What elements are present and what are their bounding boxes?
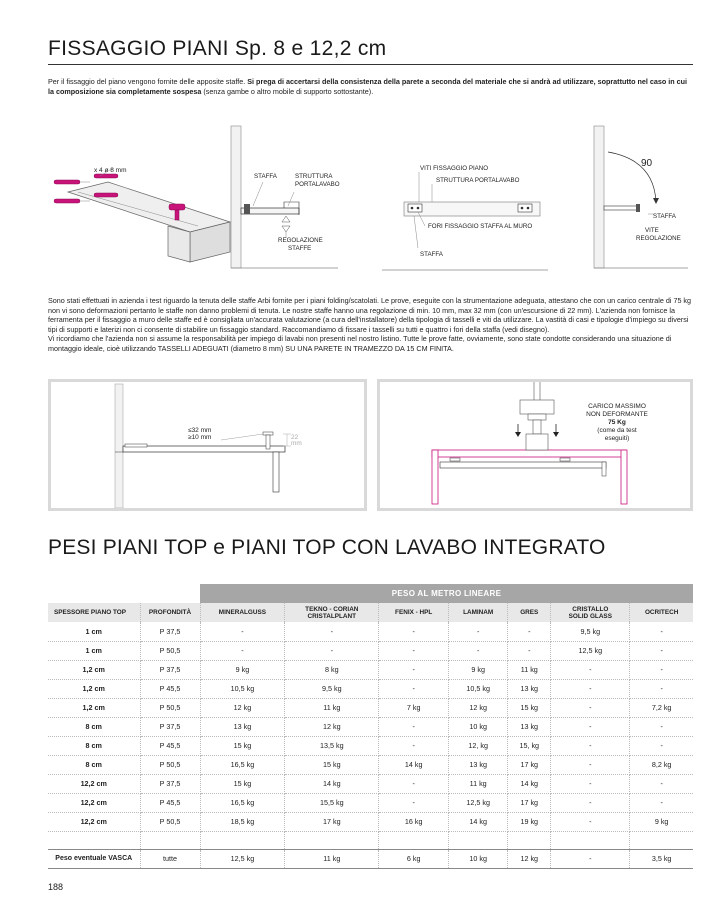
cell-weight: 13 kg (449, 755, 508, 774)
bracket-3d-illustration (54, 167, 230, 262)
table-row (48, 679, 693, 698)
cell-weight: 12,5 kg (449, 793, 508, 812)
section-title-pesi: PESI PIANI TOP e PIANI TOP CON LAVABO INTEGRATO (48, 536, 606, 559)
cell-weight: 8 kg (285, 660, 379, 679)
cell-weight: 14 kg (285, 774, 379, 793)
label-regolazione-staffe: REGOLAZIONE STAFFE (278, 237, 323, 252)
cell-weight: 11 kg (508, 660, 551, 679)
cell-weight: 15 kg (200, 736, 285, 755)
table-row (48, 717, 693, 736)
cell-weight: - (630, 622, 693, 641)
cell-weight: - (551, 812, 630, 831)
range-value-label: 22 (291, 434, 299, 441)
cell-weight: 7 kg (379, 698, 449, 717)
intro-text-2: (senza gambe o altro mobile di supporto sottostante). (201, 87, 374, 96)
label-angle: 90 (641, 158, 653, 169)
header-peso-metro-lineare: PESO AL METRO LINEARE (200, 584, 693, 603)
cell-weight: 9 kg (630, 812, 693, 831)
cell-weight: - (630, 679, 693, 698)
cell-weight: - (379, 774, 449, 793)
cell-weight: 11 kg (285, 849, 379, 868)
column-header-row (48, 603, 693, 622)
cell-empty (379, 831, 449, 849)
cell-profondita: P 45,5 (140, 736, 200, 755)
table-row (48, 774, 693, 793)
cell-weight: 6 kg (379, 849, 449, 868)
cell-weight: 14 kg (379, 755, 449, 774)
range-unit-label: mm (291, 440, 302, 447)
cell-empty (551, 831, 630, 849)
max-adjustment-label: ≤32 mm (188, 427, 212, 434)
label-struttura-portalavabo-2: STRUTTURA PORTALAVABO (436, 177, 520, 184)
cell-weight: - (508, 641, 551, 660)
header-profondita: PROFONDITÀ (140, 603, 200, 622)
load-line-5: eseguiti) (604, 435, 630, 442)
cell-weight: 15 kg (508, 698, 551, 717)
page-number: 188 (48, 882, 64, 892)
cell-spessore: 1 cm (48, 622, 140, 641)
cell-weight: 17 kg (508, 755, 551, 774)
header-material (630, 603, 693, 622)
cell-weight: - (551, 736, 630, 755)
table-row (48, 641, 693, 660)
cell-weight: 14 kg (508, 774, 551, 793)
cell-empty (48, 831, 140, 849)
cell-weight: 9 kg (200, 660, 285, 679)
cell-spessore: 12,2 cm (48, 793, 140, 812)
front-view-illustration (382, 165, 548, 270)
cell-weight: 15, kg (508, 736, 551, 755)
cell-weight: 7,2 kg (630, 698, 693, 717)
cell-weight: - (551, 849, 630, 868)
cell-weight: - (551, 698, 630, 717)
cell-weight: - (551, 660, 630, 679)
table-row (48, 622, 693, 641)
cell-weight: 16 kg (379, 812, 449, 831)
cell-weight: 11 kg (285, 698, 379, 717)
cell-spessore: 8 cm (48, 755, 140, 774)
cell-profondita: P 45,5 (140, 793, 200, 812)
cell-weight: 12,5 kg (551, 641, 630, 660)
cell-weight: - (630, 793, 693, 812)
cell-weight: - (449, 641, 508, 660)
header-material (508, 603, 551, 622)
cell-empty (630, 831, 693, 849)
cell-weight: 9 kg (449, 660, 508, 679)
cell-weight: - (285, 641, 379, 660)
table-row (48, 849, 693, 868)
test-description (48, 296, 693, 354)
cell-spessore: 1,2 cm (48, 660, 140, 679)
cell-spessore: 8 cm (48, 717, 140, 736)
header-material (449, 603, 508, 622)
header-material-line: SOLID GLASS (568, 612, 612, 620)
cell-weight: 15 kg (200, 774, 285, 793)
cell-weight: - (285, 622, 379, 641)
screws-label: x 4 ø 8 mm (94, 167, 127, 174)
weights-table (48, 584, 693, 869)
cell-weight: - (630, 660, 693, 679)
table-row (48, 793, 693, 812)
cell-profondita: P 37,5 (140, 774, 200, 793)
header-material-line: TEKNO - CORIAN (305, 605, 359, 613)
intro-paragraph (48, 77, 693, 97)
cell-weight: 3,5 kg (630, 849, 693, 868)
cell-spessore: 1 cm (48, 641, 140, 660)
cell-weight: 19 kg (508, 812, 551, 831)
cell-weight: - (379, 641, 449, 660)
cell-weight: 10,5 kg (449, 679, 508, 698)
cell-weight: - (379, 793, 449, 812)
load-line-3: 75 Kg (608, 419, 626, 426)
cell-weight: 9,5 kg (285, 679, 379, 698)
cell-profondita: P 50,5 (140, 812, 200, 831)
table-row (48, 755, 693, 774)
cell-profondita: P 50,5 (140, 755, 200, 774)
cell-weight: - (379, 736, 449, 755)
cell-weight: 12,5 kg (200, 849, 285, 868)
label-fori-fissaggio: FORI FISSAGGIO STAFFA AL MURO (428, 223, 533, 230)
cell-weight: 10,5 kg (200, 679, 285, 698)
cell-profondita: P 50,5 (140, 698, 200, 717)
cell-weight: - (449, 622, 508, 641)
adjustment-range-box (48, 379, 367, 511)
cell-spessore: Peso eventuale VASCA (48, 849, 140, 868)
cell-weight: 12 kg (508, 849, 551, 868)
angle-illustration (594, 126, 688, 268)
label-vite-regolazione: VITE REGOLAZIONE (636, 227, 681, 242)
header-material-line: OCRITECH (644, 609, 679, 616)
label-staffa-3: STAFFA (653, 213, 676, 220)
cell-spessore: 12,2 cm (48, 774, 140, 793)
cell-weight: 11 kg (449, 774, 508, 793)
cell-weight: 10 kg (449, 849, 508, 868)
cell-weight: - (551, 679, 630, 698)
cell-weight: 12 kg (200, 698, 285, 717)
cell-spessore: 12,2 cm (48, 812, 140, 831)
header-material-line: CRISTALLO (572, 605, 609, 613)
load-line-4: (come da test (597, 427, 637, 434)
section-adjustment-illustration (231, 126, 340, 268)
cell-empty (285, 831, 379, 849)
installation-diagrams (48, 120, 693, 280)
cell-weight: 8,2 kg (630, 755, 693, 774)
table-spacer-row (48, 831, 693, 849)
title-divider (48, 64, 693, 65)
header-material-line: MINERALGUSS (218, 609, 267, 616)
cell-weight: - (630, 736, 693, 755)
cell-weight: 17 kg (285, 812, 379, 831)
cell-weight: - (630, 641, 693, 660)
weights-table-body (48, 622, 693, 868)
label-staffa-1: STAFFA (254, 173, 277, 180)
test-paragraph-2: Vi ricordiamo che l'azienda non si assume la responsabilità per impiego di lavabi non presenti nel nostro listino. Tutte le prove fatte, ovviamente, sono state condotte considerando una situazione di montaggio ideale, cioè utilizzando TASSELLI ADEGUATI (diametro 8 mm) SU UNA PARETE IN TRAMEZZO DA 15 CM FINITA. (48, 334, 672, 353)
intro-text-1: Per il fissaggio del piano vengono fornite delle apposite staffe. (48, 77, 248, 86)
header-material-line: CRISTALPLANT (307, 612, 357, 620)
cell-weight: - (551, 717, 630, 736)
cell-weight: 15 kg (285, 755, 379, 774)
intro-text-bold: Si prega di accertarsi della consistenza della parete a seconda del materiale che si andrà ad utilizzare, soprattutto nel caso in cui la composizione sia completamente sospesa (48, 77, 688, 96)
header-material (200, 603, 285, 622)
header-material-line: LAMINAM (463, 609, 494, 616)
cell-weight: 18,5 kg (200, 812, 285, 831)
cell-spessore: 8 cm (48, 736, 140, 755)
cell-empty (200, 831, 285, 849)
table-row (48, 660, 693, 679)
cell-spessore: 1,2 cm (48, 679, 140, 698)
table-row (48, 736, 693, 755)
cell-weight: 9,5 kg (551, 622, 630, 641)
min-adjustment-label: ≥10 mm (188, 434, 212, 441)
label-viti-fissaggio-piano: VITI FISSAGGIO PIANO (420, 165, 489, 172)
cell-profondita: tutte (140, 849, 200, 868)
cell-profondita: P 37,5 (140, 660, 200, 679)
cell-weight: 12 kg (285, 717, 379, 736)
cell-empty (140, 831, 200, 849)
cell-weight: - (551, 755, 630, 774)
header-material (551, 603, 630, 622)
cell-weight: - (508, 622, 551, 641)
cell-empty (449, 831, 508, 849)
section-title-fissaggio: FISSAGGIO PIANI Sp. 8 e 12,2 cm (48, 37, 387, 60)
cell-empty (508, 831, 551, 849)
cell-weight: 10 kg (449, 717, 508, 736)
cell-weight: 12, kg (449, 736, 508, 755)
cell-weight: 16,5 kg (200, 793, 285, 812)
header-spessore: SPESSORE PIANO TOP (48, 603, 140, 622)
cell-weight: - (379, 622, 449, 641)
cell-weight: 17 kg (508, 793, 551, 812)
cell-weight: 12 kg (449, 698, 508, 717)
cell-weight: - (630, 717, 693, 736)
cell-weight: 13,5 kg (285, 736, 379, 755)
cell-profondita: P 50,5 (140, 641, 200, 660)
cell-profondita: P 45,5 (140, 679, 200, 698)
cell-weight: 16,5 kg (200, 755, 285, 774)
label-struttura-portalavabo-1: STRUTTURA PORTALAVABO (295, 173, 340, 188)
cell-weight: - (551, 793, 630, 812)
cell-weight: - (200, 641, 285, 660)
cell-weight: - (551, 774, 630, 793)
cell-weight: - (379, 717, 449, 736)
load-line-2: NON DEFORMANTE (586, 411, 648, 418)
cell-weight: - (379, 679, 449, 698)
cell-spessore: 1,2 cm (48, 698, 140, 717)
table-row (48, 698, 693, 717)
cell-profondita: P 37,5 (140, 717, 200, 736)
table-row (48, 812, 693, 831)
header-material (379, 603, 449, 622)
cell-weight: 14 kg (449, 812, 508, 831)
header-material (285, 603, 379, 622)
header-material-line: GRES (520, 609, 539, 616)
test-paragraph-1: Sono stati effettuati in azienda i test riguardo la tenuta delle staffe Arbi fornite per i piani folding/scatolati. Le prove, eseguite con la strumentazione adeguata, attestano che con un carico centrale di 75 kg non vi sono deformazioni pertanto le staffe non danno problemi di tenuta. Le nostre staffe hanno una regolazione di min. 10 mm, max 32 mm (con un'escursione di 22 mm). L'azienda non fornisce la ferramenta per il fissaggio a muro delle staffe ed è consigliata un'accurata valutazione (a cura dell'installatore) della tipologia di tasselli e viti da utilizzare. La vastità di casi e tipologie d'impiego su diversi tipi di supporti e laterizi non ci consente di stabilire un fissaggio standard. Raccomandiamo di fissare i tasselli su tutti e quattro i fori della staffa (vedi disegno). (48, 296, 692, 334)
header-blank (48, 584, 200, 603)
cell-weight: 15,5 kg (285, 793, 379, 812)
cell-profondita: P 37,5 (140, 622, 200, 641)
cell-weight: 13 kg (508, 717, 551, 736)
cell-weight: - (630, 774, 693, 793)
cell-weight: 13 kg (200, 717, 285, 736)
cell-weight: - (379, 660, 449, 679)
load-test-box (377, 379, 693, 511)
header-material-line: FENIX - HPL (395, 609, 433, 616)
label-staffa-2: STAFFA (420, 251, 443, 258)
cell-weight: - (200, 622, 285, 641)
cell-weight: 13 kg (508, 679, 551, 698)
load-line-1: CARICO MASSIMO (588, 403, 646, 410)
